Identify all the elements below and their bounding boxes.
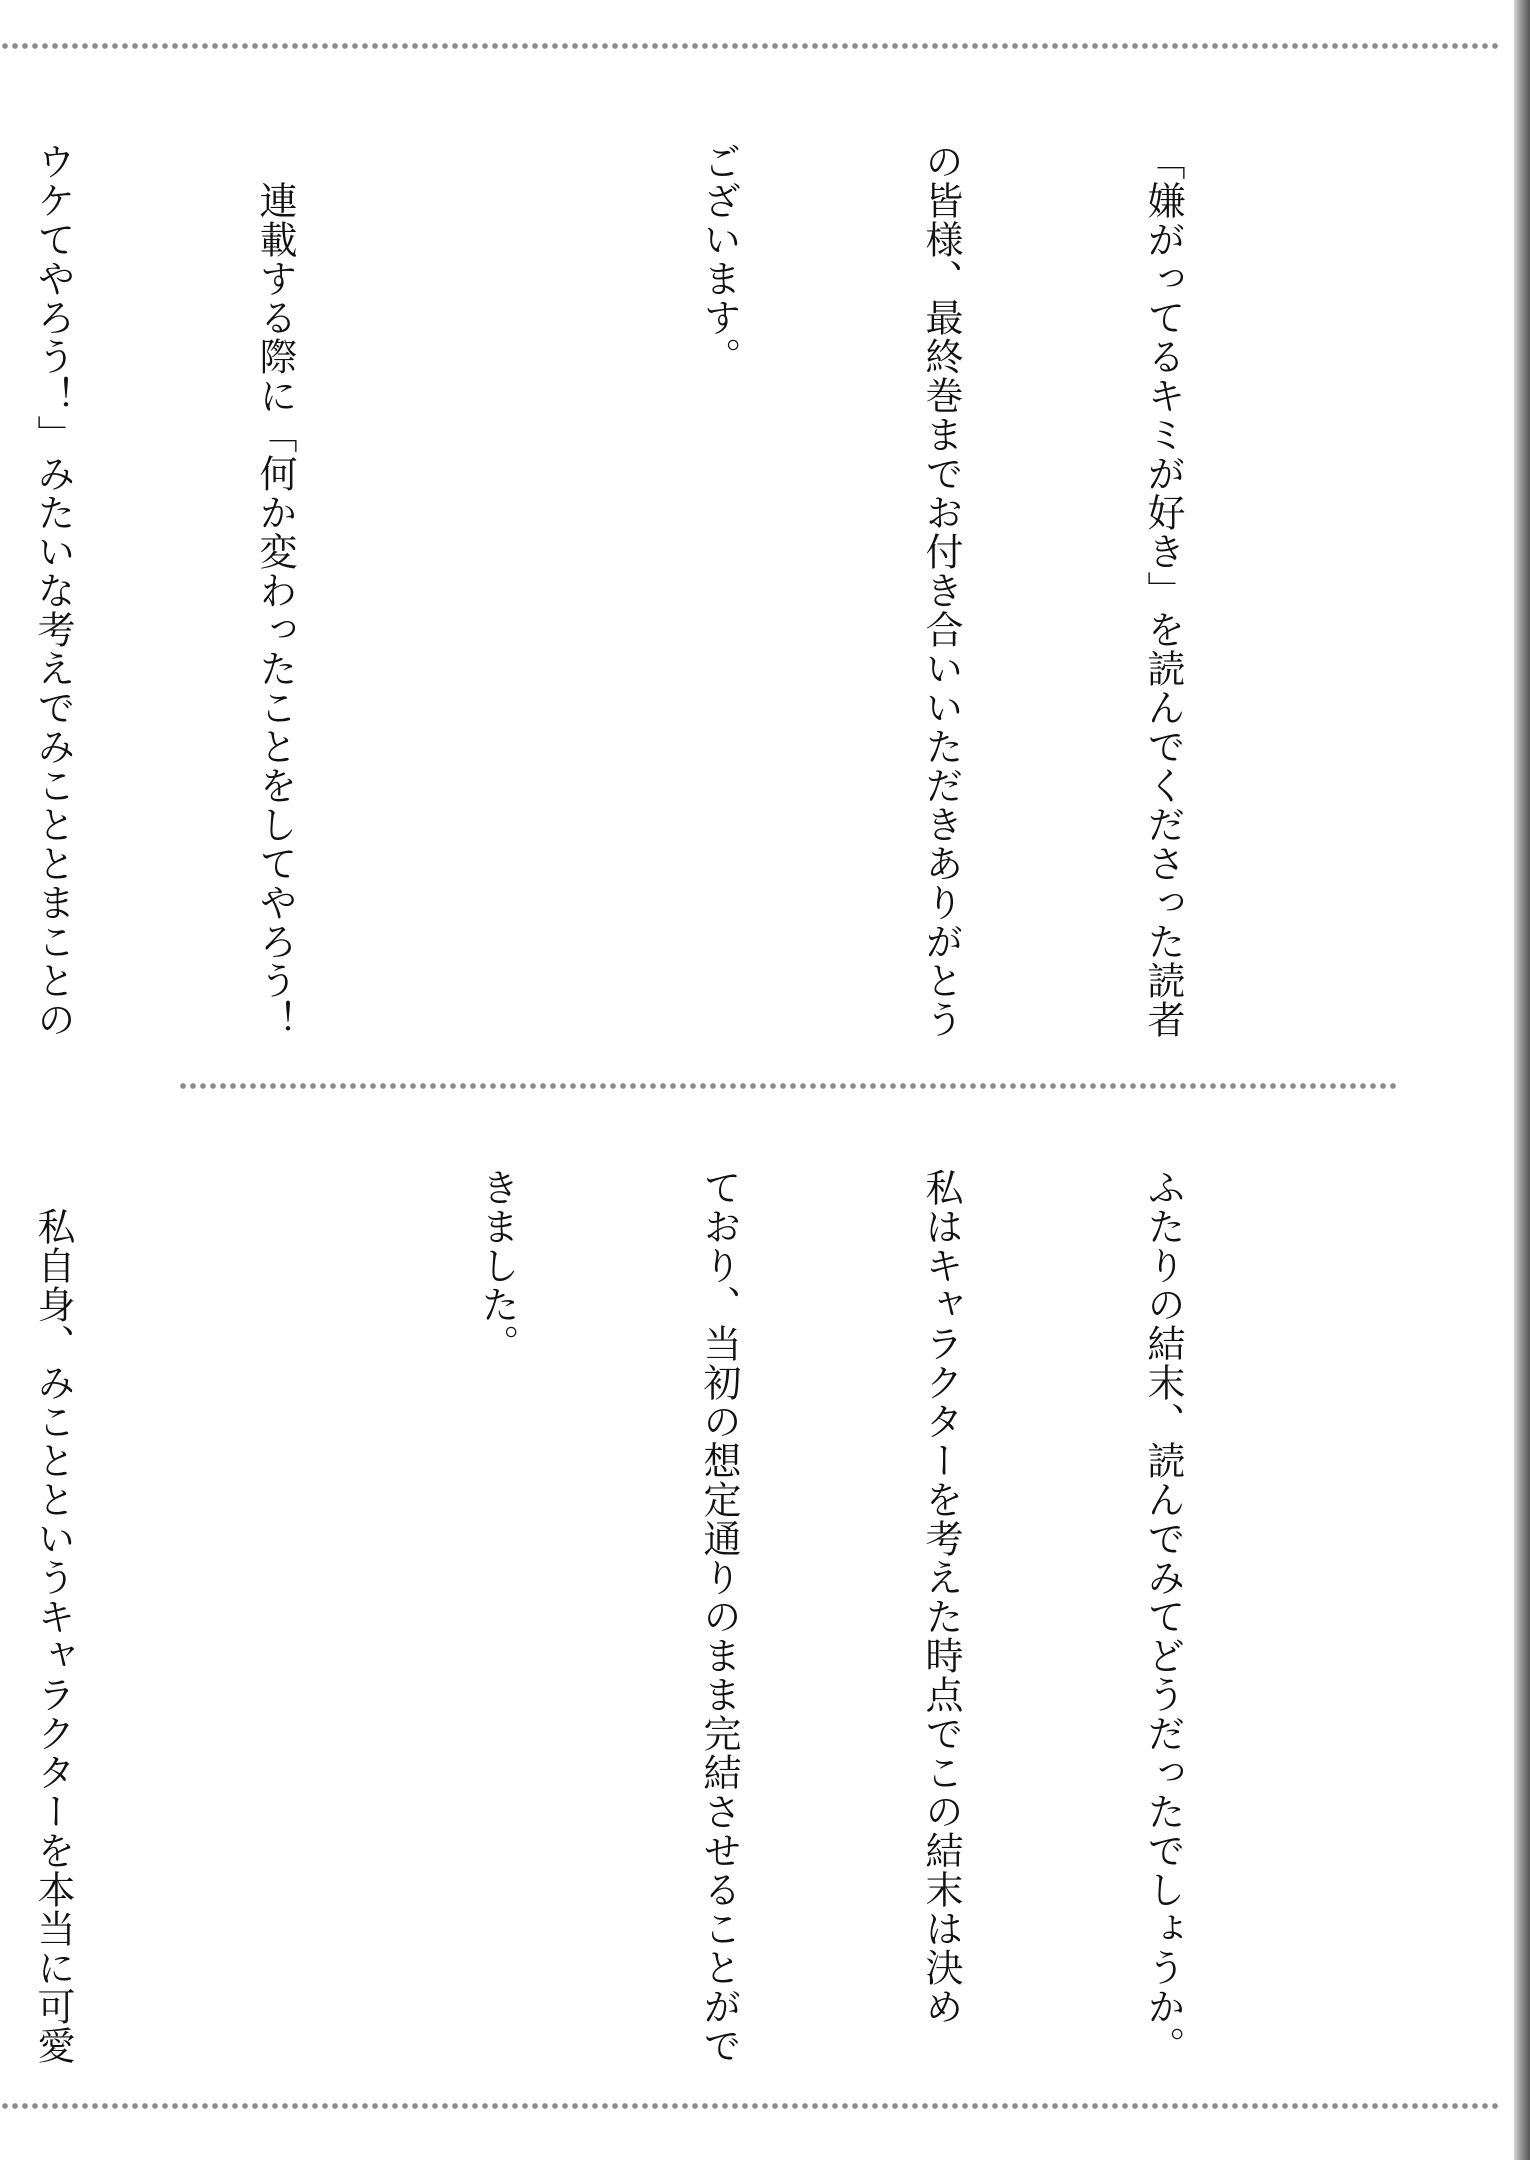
text-line: 私はキャラクターを考えた時点でこの結末は決め (919, 1168, 963, 2026)
text-line: 「嫌がってるキミが好き」を読んでくださった読者 (1141, 142, 1185, 1039)
middle-dotted-rule (178, 1082, 1400, 1090)
text-line: ており、当初の想定通りのまま完結させることがで (697, 1168, 741, 2065)
text-line: ございます。 (697, 142, 741, 376)
text-line: ウケてやろう！」みたいな考えでみこととまことの (31, 142, 75, 1039)
page-edge (1514, 0, 1530, 2160)
text-line: ふたりの結末、読んでみてどうだったでしょうか。 (1141, 1168, 1185, 2065)
blank-line (238, 1168, 312, 2048)
afterword-bottom-section (0, 1168, 1348, 2065)
text-line: きました。 (475, 1168, 519, 1363)
top-dotted-rule (0, 42, 1500, 50)
text-line: 私自身、みことというキャラクターを本当に可愛 (31, 1168, 75, 2065)
blank-line (460, 142, 534, 1042)
text-line: 連載する際に「何か変わったことをしてやろう！ (253, 142, 297, 1039)
text-line: の皆様、最終巻までお付き合いいただきありがとう (919, 142, 963, 1039)
afterword-top-section (0, 142, 1348, 1042)
bottom-dotted-rule (0, 2102, 1500, 2110)
